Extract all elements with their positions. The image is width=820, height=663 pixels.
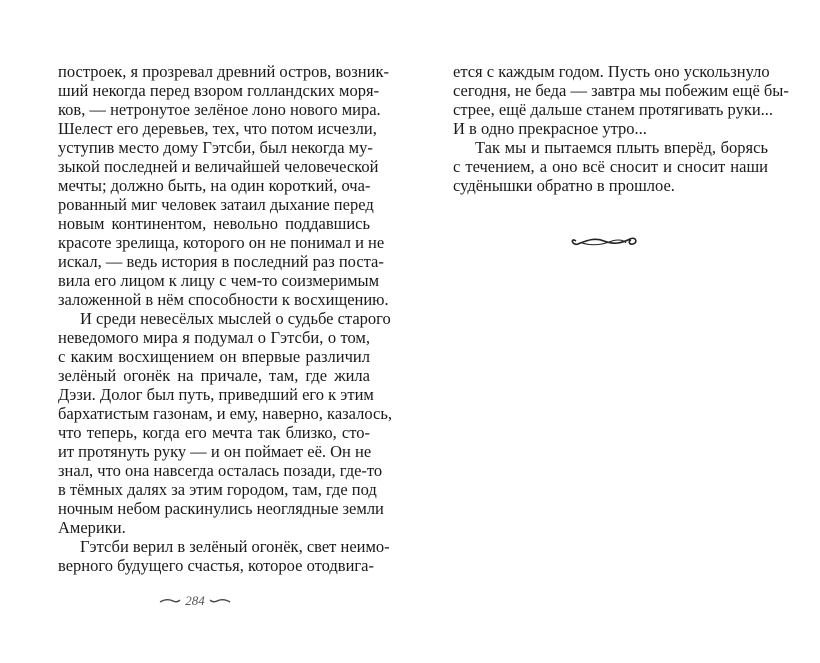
text-line: Америки.: [58, 518, 126, 537]
text-line: искал, — ведь история в последний раз поста-: [58, 252, 384, 271]
text-line: И в одно прекрасное утро...: [453, 119, 647, 138]
text-line: судёнышки обратно в прошлое.: [453, 176, 675, 195]
text-line: новым континентом, невольно поддавшись: [58, 214, 370, 233]
text-line: зелёный огонёк на причале, там, где жила: [58, 366, 370, 385]
text-line: верного будущего счастья, которое отодвига-: [58, 556, 374, 575]
text-line: ший некогда перед взором голландских моря-: [58, 81, 380, 100]
text-line: бархатистым газонам, и ему, наверно, казалось,: [58, 404, 392, 423]
text-line: в тёмных далях за этим городом, там, где под: [58, 480, 377, 499]
text-line: Дэзи. Долог был путь, приведший его к этим: [58, 385, 374, 404]
text-line: Гэтсби верил в зелёный огонёк, свет неимо-: [80, 537, 390, 556]
text-line: заложенной в нём способности к восхищению.: [58, 290, 389, 309]
page-number: [150, 592, 240, 610]
text-line: знал, что она навсегда осталась позади, где-то: [58, 461, 383, 480]
flourish-icon: [568, 231, 640, 251]
text-line: красоте зрелища, которого он не понимал и не: [58, 233, 385, 252]
text-line: ков, — нетронутое зелёное лоно нового мира.: [58, 100, 381, 119]
text-line: что теперь, когда его мечта так близко, сто-: [58, 423, 370, 442]
text-line: рованный миг человек затаил дыхание перед: [58, 195, 374, 214]
text-line: стрее, ещё дальше станем протягивать руки...: [453, 100, 774, 119]
text-line: ется с каждым годом. Пусть оно ускользнуло: [453, 62, 770, 81]
text-line: Шелест его деревьев, тех, что потом исчезли,: [58, 119, 377, 138]
text-line: с каким восхищением он впервые различил: [58, 347, 370, 366]
right-page-text: [453, 62, 789, 195]
text-line: уступив место дому Гэтсби, был некогда му-: [58, 138, 373, 157]
text-line: мечты; должно быть, на один короткий, оча-: [58, 176, 371, 195]
text-line: ит протянуть руку — и он поймает её. Он не: [58, 442, 372, 461]
text-line: сегодня, не беда — завтра мы побежим ещё бы-: [453, 81, 789, 100]
text-line: зыкой последней и величайшей человеческой: [58, 157, 379, 176]
text-line: И среди невесёлых мыслей о судьбе старого: [80, 309, 391, 328]
text-line: построек, я прозревал древний остров, возник-: [58, 62, 389, 81]
left-page-text: [58, 62, 392, 575]
flourish-right-icon: [209, 597, 231, 605]
flourish-left-icon: [159, 597, 181, 605]
text-line: Так мы и пытаемся плыть вперёд, борясь: [475, 138, 768, 157]
text-line: вила его лицом к лицу с чем-то соизмеримым: [58, 271, 380, 290]
text-line: ночным небом раскинулись неоглядные земли: [58, 499, 384, 518]
page-number-text: 284: [185, 593, 205, 608]
text-line: неведомого мира я подумал о Гэтсби, о том,: [58, 328, 370, 347]
text-line: с течением, а оно всё сносит и сносит наши: [453, 157, 768, 176]
